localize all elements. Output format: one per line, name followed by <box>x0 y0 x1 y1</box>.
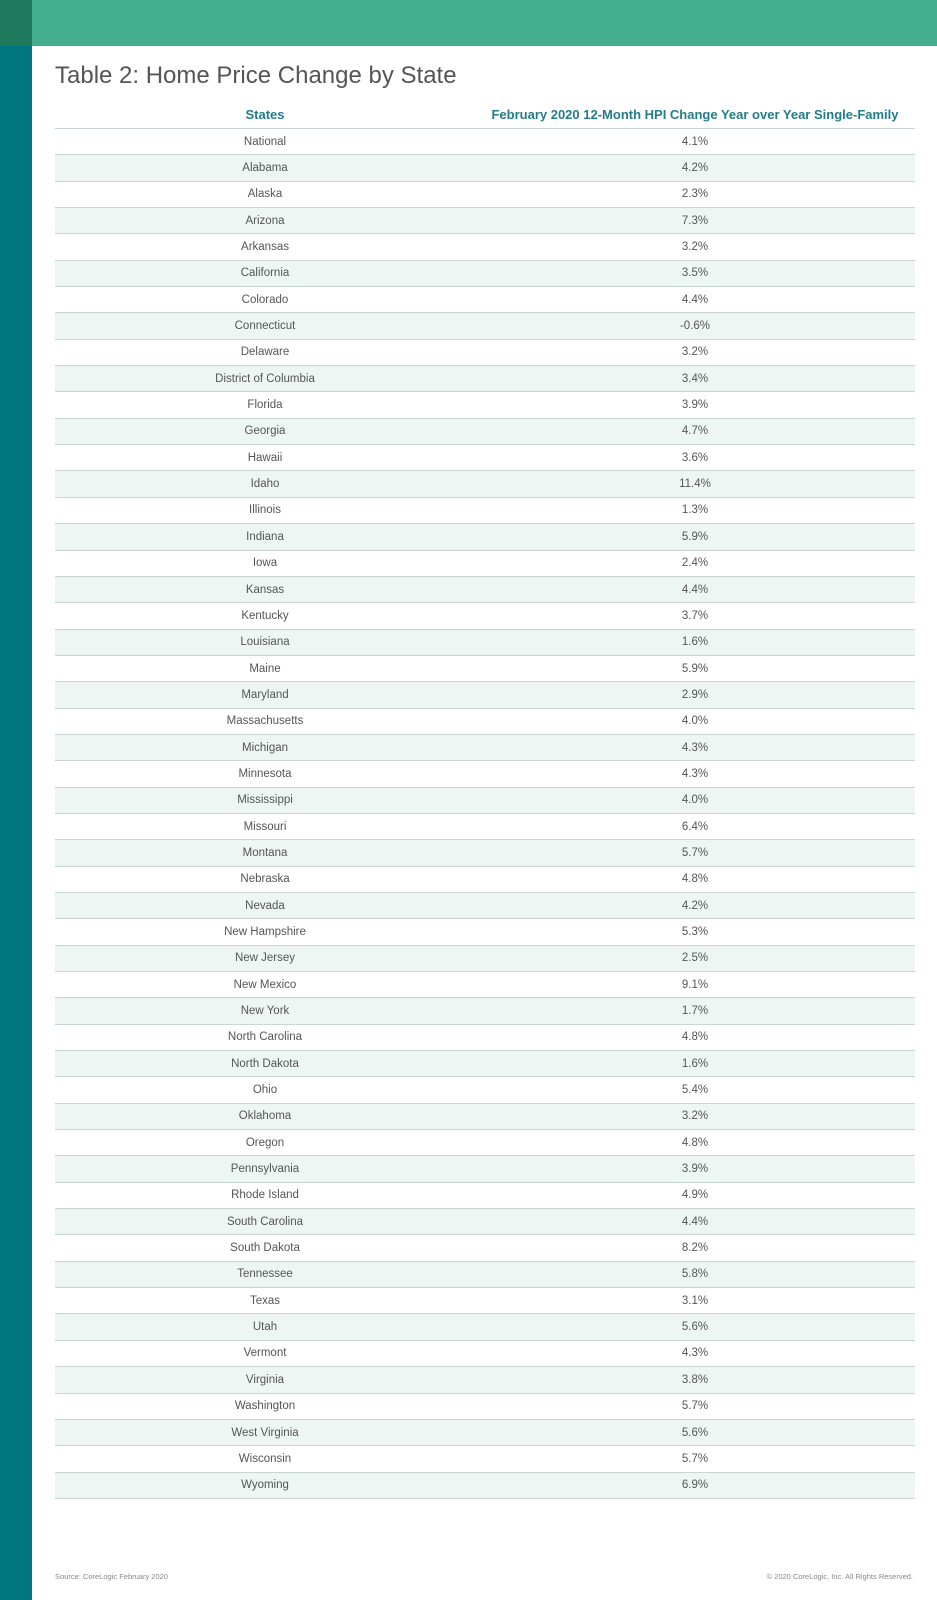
hpi-change-cell: 6.4% <box>681 820 709 833</box>
column-header-hpi-change: February 2020 12-Month HPI Change Year over Year Single-Family <box>491 106 899 122</box>
hpi-change-cell: 5.3% <box>681 925 709 938</box>
table-body <box>55 129 915 1499</box>
hpi-change-cell: 3.4% <box>681 372 709 385</box>
state-name-cell: North Dakota <box>231 1057 299 1070</box>
table-row <box>55 1314 915 1340</box>
table-row <box>55 1209 915 1235</box>
state-name-cell: North Carolina <box>227 1031 303 1044</box>
source-note: Source: CoreLogic February 2020 <box>55 1572 168 1581</box>
hpi-change-cell: 3.5% <box>681 267 709 280</box>
hpi-change-cell: 4.3% <box>681 1347 709 1360</box>
state-name-cell: District of Columbia <box>215 372 315 385</box>
hpi-change-cell: 4.9% <box>681 1189 709 1202</box>
hpi-change-cell: 5.9% <box>681 530 709 543</box>
table-row <box>55 1341 915 1367</box>
table-row <box>55 998 915 1024</box>
table-row <box>55 735 915 761</box>
table-row <box>55 1288 915 1314</box>
state-name-cell: Tennessee <box>237 1268 293 1281</box>
hpi-change-cell: 7.3% <box>681 214 709 227</box>
table-row <box>55 445 915 471</box>
state-name-cell: Washington <box>234 1400 296 1413</box>
table-row <box>55 814 915 840</box>
state-name-cell: Pennsylvania <box>230 1163 300 1176</box>
table-row <box>55 551 915 577</box>
page-title: Table 2: Home Price Change by State <box>55 62 457 89</box>
table-row <box>55 1235 915 1261</box>
table-row <box>55 761 915 787</box>
table-header-row <box>55 100 915 129</box>
table-row <box>55 340 915 366</box>
table-row <box>55 972 915 998</box>
hpi-change-cell: 1.3% <box>681 504 709 517</box>
state-name-cell: Arizona <box>245 214 285 227</box>
hpi-change-cell: 11.4% <box>679 478 711 491</box>
state-name-cell: Nebraska <box>240 873 290 886</box>
table-row <box>55 366 915 392</box>
hpi-change-cell: -0.6% <box>679 320 711 333</box>
table-row <box>55 709 915 735</box>
hpi-change-cell: 3.2% <box>681 346 709 359</box>
table-row <box>55 1446 915 1472</box>
state-name-cell: Nevada <box>245 899 285 912</box>
hpi-change-cell: 3.6% <box>681 451 709 464</box>
table-row <box>55 840 915 866</box>
hpi-change-cell: 4.8% <box>681 1136 709 1149</box>
hpi-change-cell: 9.1% <box>681 978 709 991</box>
hpi-change-cell: 1.6% <box>681 1057 709 1070</box>
state-name-cell: Michigan <box>241 741 289 754</box>
state-name-cell: Utah <box>252 1321 278 1334</box>
hpi-change-cell: 3.2% <box>681 1110 709 1123</box>
state-name-cell: Delaware <box>240 346 290 359</box>
state-name-cell: Iowa <box>252 557 278 570</box>
hpi-change-cell: 5.8% <box>681 1268 709 1281</box>
state-name-cell: National <box>243 135 287 148</box>
state-name-cell: Maine <box>249 662 281 675</box>
table-row <box>55 1156 915 1182</box>
state-name-cell: Minnesota <box>238 767 292 780</box>
table-row <box>55 1367 915 1393</box>
copyright-note: © 2020 CoreLogic, Inc. All Rights Reserved. <box>766 1572 913 1581</box>
table-row <box>55 630 915 656</box>
state-name-cell: Indiana <box>246 530 284 543</box>
hpi-change-cell: 4.2% <box>681 899 709 912</box>
hpi-change-cell: 6.9% <box>681 1479 709 1492</box>
state-name-cell: Oregon <box>245 1136 285 1149</box>
table-row <box>55 208 915 234</box>
hpi-change-cell: 4.4% <box>681 1215 709 1228</box>
table-row <box>55 1183 915 1209</box>
hpi-change-cell: 4.7% <box>681 425 709 438</box>
table-row <box>55 498 915 524</box>
hpi-change-cell: 4.2% <box>681 162 709 175</box>
state-name-cell: Illinois <box>249 504 281 517</box>
hpi-change-cell: 2.9% <box>681 688 709 701</box>
state-name-cell: New Jersey <box>234 952 296 965</box>
hpi-change-cell: 4.4% <box>681 583 709 596</box>
state-name-cell: Missouri <box>243 820 287 833</box>
hpi-change-cell: 4.1% <box>681 135 709 148</box>
table-row <box>55 893 915 919</box>
state-name-cell: California <box>240 267 290 280</box>
hpi-change-cell: 5.6% <box>681 1321 709 1334</box>
hpi-change-cell: 4.3% <box>681 767 709 780</box>
table-row <box>55 182 915 208</box>
table-row <box>55 919 915 945</box>
state-name-cell: Ohio <box>252 1084 278 1097</box>
table-row <box>55 867 915 893</box>
state-name-cell: Virginia <box>245 1373 285 1386</box>
hpi-change-cell: 4.8% <box>681 873 709 886</box>
state-name-cell: Connecticut <box>234 320 296 333</box>
state-name-cell: West Virginia <box>231 1426 299 1439</box>
hpi-change-cell: 5.7% <box>681 1452 709 1465</box>
state-name-cell: Oklahoma <box>238 1110 292 1123</box>
state-name-cell: Kansas <box>245 583 285 596</box>
state-name-cell: Idaho <box>250 478 280 491</box>
state-name-cell: Montana <box>242 846 288 859</box>
table-row <box>55 261 915 287</box>
state-name-cell: Wyoming <box>241 1479 289 1492</box>
state-name-cell: South Dakota <box>230 1242 300 1255</box>
state-name-cell: Kentucky <box>241 609 289 622</box>
hpi-change-cell: 3.1% <box>681 1294 709 1307</box>
hpi-change-cell: 3.9% <box>681 399 709 412</box>
table-row <box>55 392 915 418</box>
hpi-change-cell: 4.0% <box>681 794 709 807</box>
state-name-cell: Louisiana <box>240 636 290 649</box>
table-row <box>55 1077 915 1103</box>
table-row <box>55 1104 915 1130</box>
left-accent-stripe <box>0 46 32 1600</box>
hpi-change-cell: 3.2% <box>681 241 709 254</box>
state-name-cell: Wisconsin <box>238 1452 292 1465</box>
hpi-change-cell: 2.4% <box>681 557 709 570</box>
table-row <box>55 1051 915 1077</box>
state-name-cell: Colorado <box>241 293 289 306</box>
hpi-change-cell: 4.0% <box>681 715 709 728</box>
top-banner <box>0 0 937 46</box>
table-row <box>55 1473 915 1499</box>
hpi-change-cell: 3.8% <box>681 1373 709 1386</box>
hpi-change-cell: 4.8% <box>681 1031 709 1044</box>
table-row <box>55 1394 915 1420</box>
state-name-cell: Florida <box>247 399 283 412</box>
state-name-cell: Alabama <box>242 162 288 175</box>
state-name-cell: New York <box>240 1005 290 1018</box>
hpi-table <box>55 100 915 1499</box>
table-row <box>55 524 915 550</box>
hpi-change-cell: 1.7% <box>681 1005 709 1018</box>
table-row <box>55 682 915 708</box>
table-row <box>55 287 915 313</box>
table-row <box>55 234 915 260</box>
table-row <box>55 419 915 445</box>
table-row <box>55 1262 915 1288</box>
state-name-cell: Arkansas <box>241 241 289 254</box>
state-name-cell: South Carolina <box>226 1215 304 1228</box>
table-row <box>55 1025 915 1051</box>
table-row <box>55 946 915 972</box>
table-row <box>55 1420 915 1446</box>
hpi-change-cell: 8.2% <box>681 1242 709 1255</box>
table-row <box>55 577 915 603</box>
hpi-change-cell: 1.6% <box>681 636 709 649</box>
hpi-change-cell: 3.9% <box>681 1163 709 1176</box>
state-name-cell: New Mexico <box>233 978 297 991</box>
table-row <box>55 1130 915 1156</box>
hpi-change-cell: 5.9% <box>681 662 709 675</box>
table-row <box>55 313 915 339</box>
state-name-cell: Georgia <box>244 425 286 438</box>
state-name-cell: Massachusetts <box>226 715 304 728</box>
state-name-cell: New Hampshire <box>224 925 306 938</box>
hpi-change-cell: 5.4% <box>681 1084 709 1097</box>
table-row <box>55 603 915 629</box>
state-name-cell: Mississippi <box>237 794 293 807</box>
table-row <box>55 656 915 682</box>
hpi-change-cell: 2.3% <box>681 188 709 201</box>
hpi-change-cell: 2.5% <box>681 952 709 965</box>
hpi-change-cell: 4.3% <box>681 741 709 754</box>
state-name-cell: Alaska <box>247 188 283 201</box>
table-row <box>55 129 915 155</box>
top-corner-block <box>0 0 32 46</box>
column-header-states: States <box>245 106 285 122</box>
hpi-change-cell: 5.6% <box>681 1426 709 1439</box>
state-name-cell: Hawaii <box>247 451 283 464</box>
state-name-cell: Maryland <box>241 688 289 701</box>
hpi-change-cell: 5.7% <box>681 1400 709 1413</box>
hpi-change-cell: 4.4% <box>681 293 709 306</box>
table-row <box>55 788 915 814</box>
hpi-change-cell: 3.7% <box>681 609 709 622</box>
state-name-cell: Vermont <box>243 1347 287 1360</box>
state-name-cell: Rhode Island <box>231 1189 299 1202</box>
table-row <box>55 471 915 497</box>
hpi-change-cell: 5.7% <box>681 846 709 859</box>
table-row <box>55 155 915 181</box>
state-name-cell: Texas <box>249 1294 281 1307</box>
